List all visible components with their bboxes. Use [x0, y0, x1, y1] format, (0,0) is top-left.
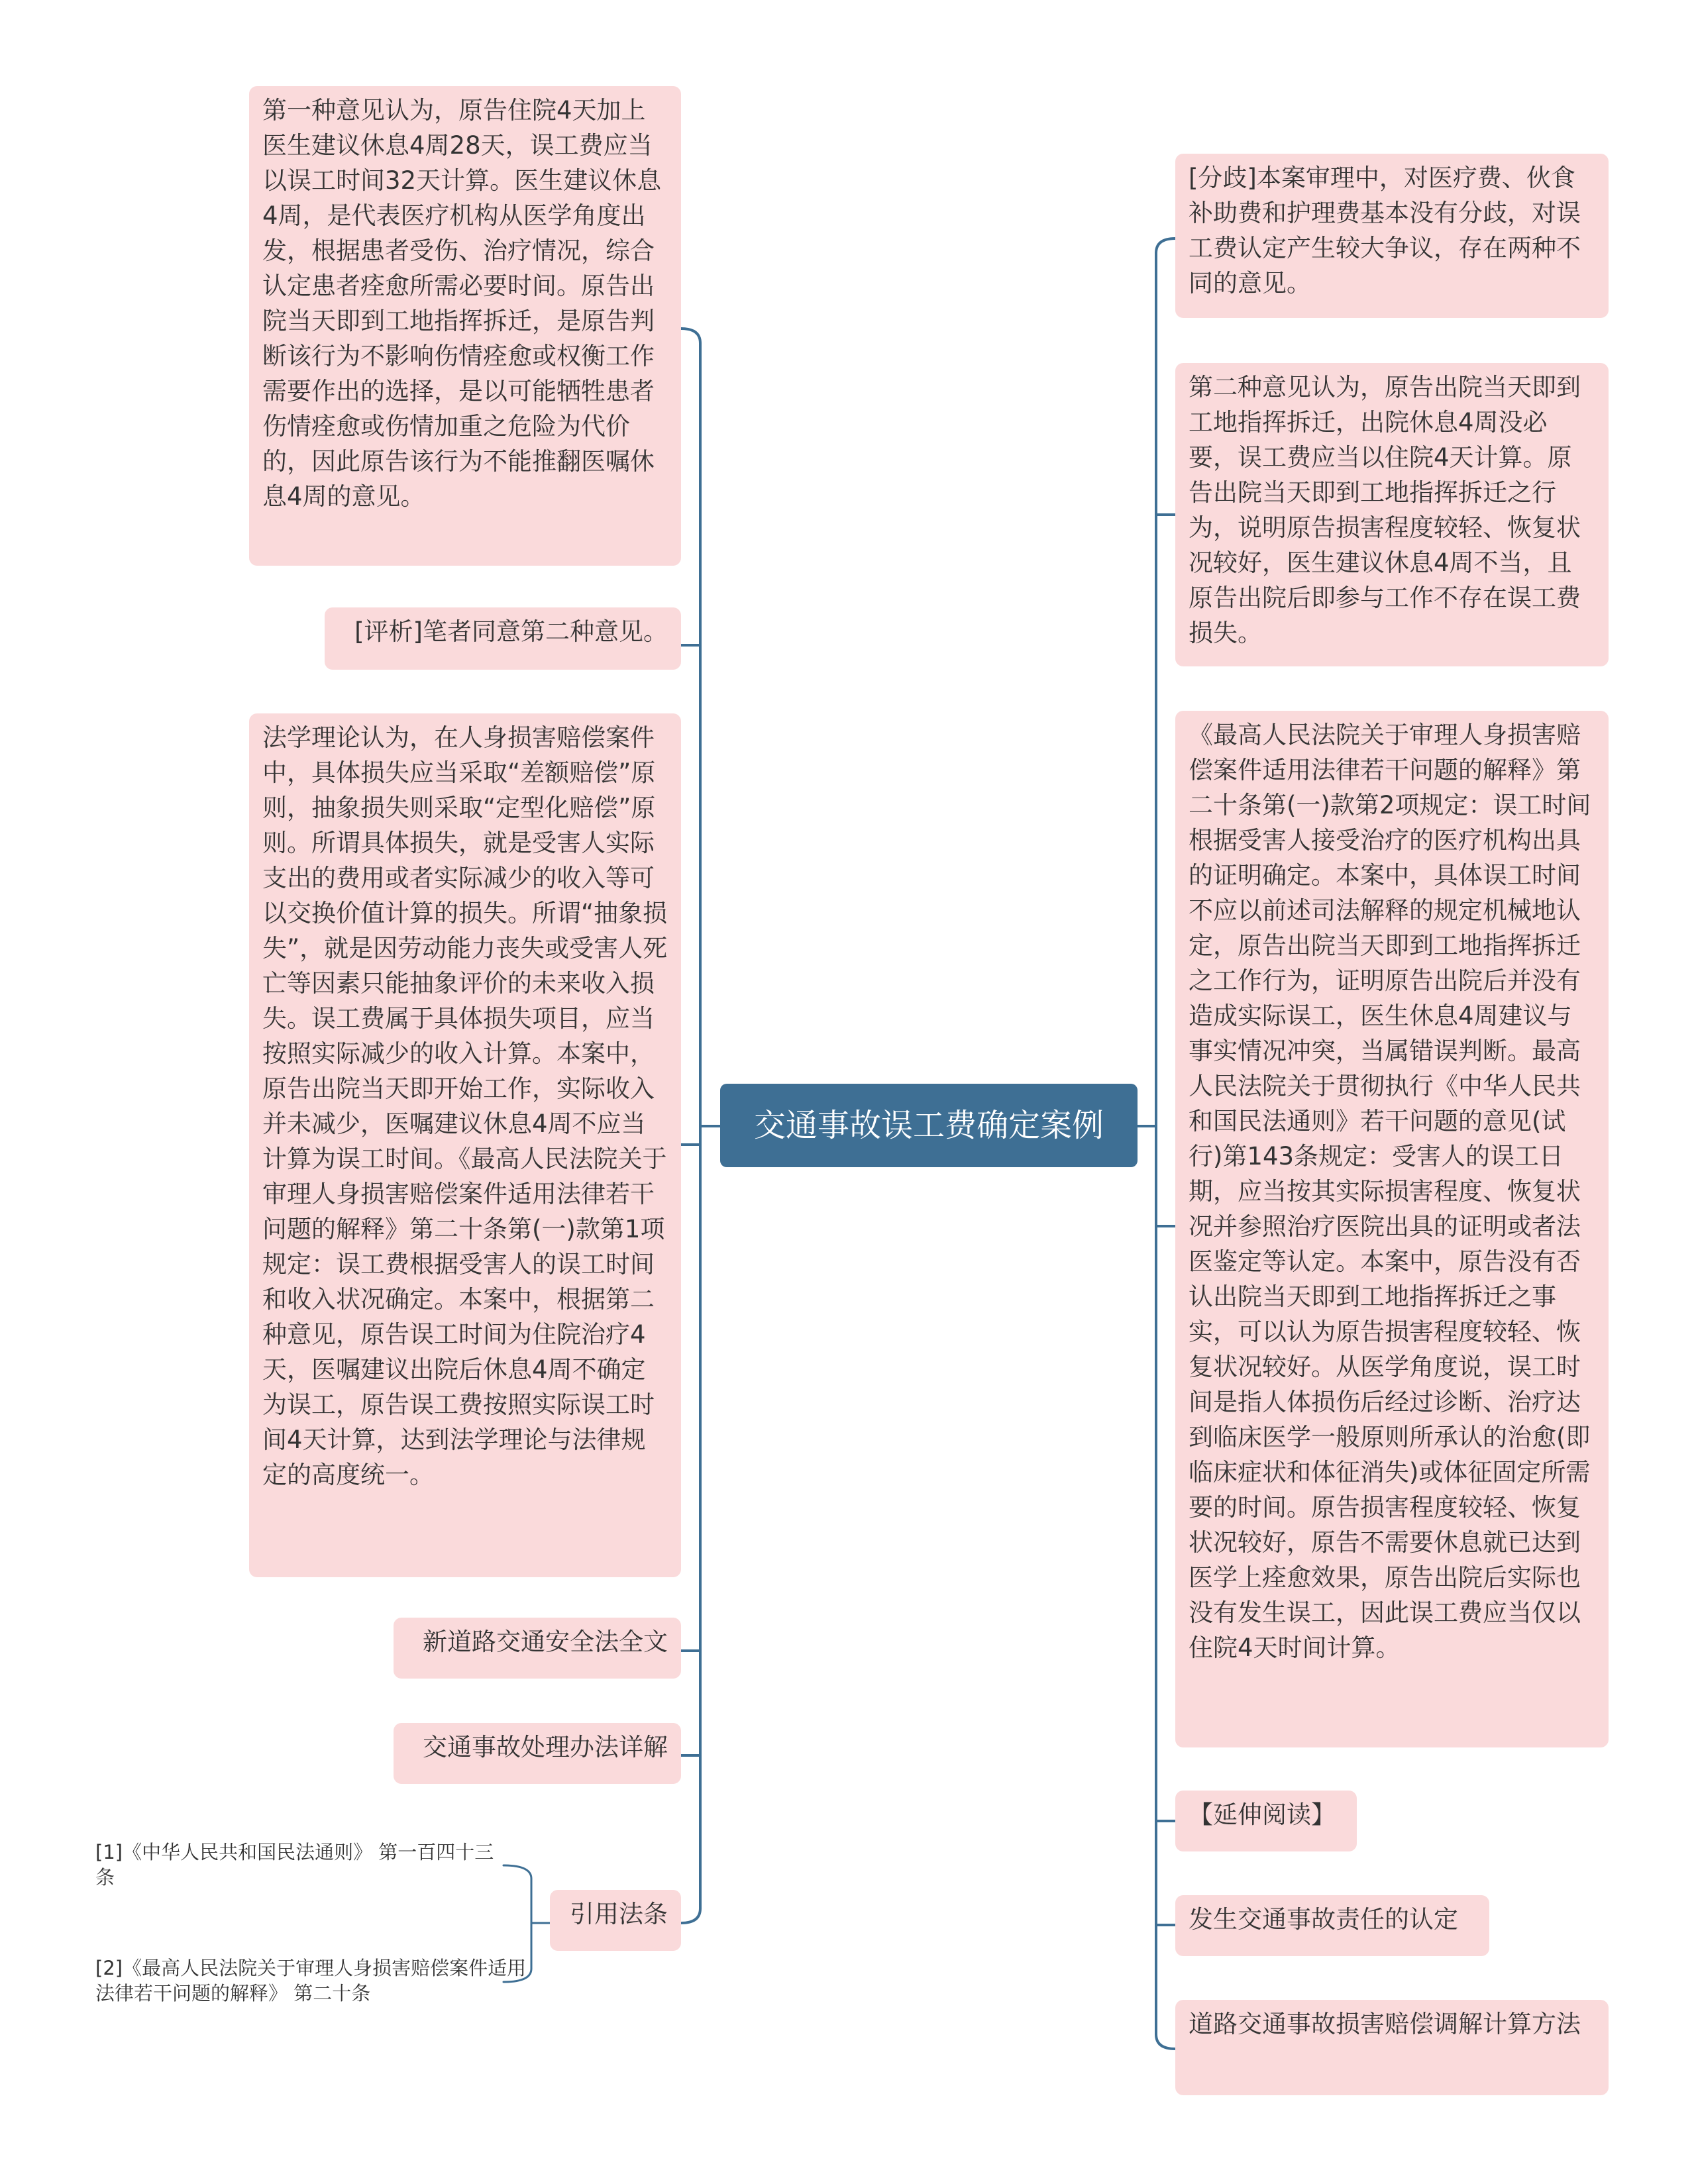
right-node-compensation-method[interactable]: 道路交通事故损害赔偿调解计算方法	[1175, 2000, 1609, 2095]
left-node-accident-procedure[interactable]: 交通事故处理办法详解	[394, 1723, 681, 1784]
right-node-second-opinion[interactable]: 第二种意见认为，原告出院当天即到工地指挥拆迁，出院休息4周没必要，误工费应当以住院4天计算。原告出院当天即到工地指挥拆迁之行为，说明原告损害程度较轻、恢复状况较好，医生建议休息4周不当，且原告出院后即参与工作不存在误工费损失。	[1175, 363, 1609, 666]
left-node-cited-laws[interactable]: 引用法条	[550, 1890, 681, 1951]
left-node-legal-theory[interactable]: 法学理论认为，在人身损害赔偿案件中，具体损失应当采取“差额赔偿”原则，抽象损失则采取“定型化赔偿”原则。所谓具体损失，就是受害人实际支出的费用或者实际减少的收入等可以交换价值计算的损失。所谓“抽象损失”，就是因劳动能力丧失或受害人死亡等因素只能抽象评价的未来收入损失。误工费属于具体损失项目，应当按照实际减少的收入计算。本案中，原告出院当天即开始工作，实际收入并未减少，医嘱建议休息4周不应当计算为误工时间。《最高人民法院关于审理人身损害赔偿案件适用法律若干问题的解释》第二十条第(一)款第1项规定：误工费根据受害人的误工时间和收入状况确定。本案中，根据第二种意见，原告误工时间为住院治疗4天，医嘱建议出院后休息4周不确定为误工，原告误工费按照实际误工时间4天计算，达到法学理论与法律规定的高度统一。	[249, 713, 681, 1577]
left-node-first-opinion[interactable]: 第一种意见认为，原告住院4天加上医生建议休息4周28天，误工费应当以误工时间32天计算。医生建议休息4周，是代表医疗机构从医学角度出发，根据患者受伤、治疗情况，综合认定患者痊愈所需必要时间。原告出院当天即到工地指挥拆迁，是原告判断该行为不影响伤情痊愈或权衡工作需要作出的选择，是以可能牺牲患者伤情痊愈或伤情加重之危险为代价的，因此原告该行为不能推翻医嘱休息4周的意见。	[249, 86, 681, 566]
right-branch-6	[1156, 2034, 1175, 2049]
right-node-judicial-interpretation[interactable]: 《最高人民法院关于审理人身损害赔偿案件适用法律若干问题的解释》第二十条第(一)款第2项规定：误工时间根据受害人接受治疗的医疗机构出具的证明确定。本案中，具体误工时间不应以前述司法解释的规定机械地认定，原告出院当天即到工地指挥拆迁之工作行为，证明原告出院后并没有造成实际误工，医生休息4周建议与事实情况冲突，当属错误判断。最高人民法院关于贯彻执行《中华人民共和国民法通则》若干问题的意见(试行)第143条规定：受害人的误工日期，应当按其实际损害程度、恢复状况并参照治疗医院出具的证明或者法医鉴定等认定。本案中，原告没有否认出院当天即到工地指挥拆迁之事实，可以认为原告损害程度较轻、恢复状况较好。从医学角度说，误工时间是指人体损伤后经过诊断、治疗达到临床医学一般原则所承认的治愈(即临床症状和体征消失)或体征固定所需要的时间。原告损害程度较轻、恢复状况较好，原告不需要休息就已达到医学上痊愈效果，原告出院后实际也没有发生误工，因此误工费应当仅以住院4天时间计算。	[1175, 711, 1609, 1747]
right-node-extended-reading[interactable]: 【延伸阅读】	[1175, 1791, 1357, 1851]
citation-leaf-1[interactable]: [1]《中华人民共和国民法通则》 第一百四十三条	[95, 1841, 494, 1889]
right-node-dispute[interactable]: [分歧]本案审理中，对医疗费、伙食补助费和护理费基本没有分歧，对误工费认定产生较大争议，存在两种不同的意见。	[1175, 154, 1609, 318]
left-branch-6	[681, 1908, 700, 1923]
right-branch-1	[1156, 238, 1175, 253]
left-node-analysis[interactable]: [评析]笔者同意第二种意见。	[325, 607, 681, 670]
right-node-liability-determination[interactable]: 发生交通事故责任的认定	[1175, 1895, 1489, 1956]
root-topic[interactable]: 交通事故误工费确定案例	[720, 1084, 1138, 1167]
left-node-traffic-law[interactable]: 新道路交通安全法全文	[394, 1618, 681, 1679]
citation-leaf-2[interactable]: [2]《最高人民法院关于审理人身损害赔偿案件适用法律若干问题的解释》 第二十条	[95, 1957, 527, 2004]
left-branch-1	[681, 329, 700, 343]
